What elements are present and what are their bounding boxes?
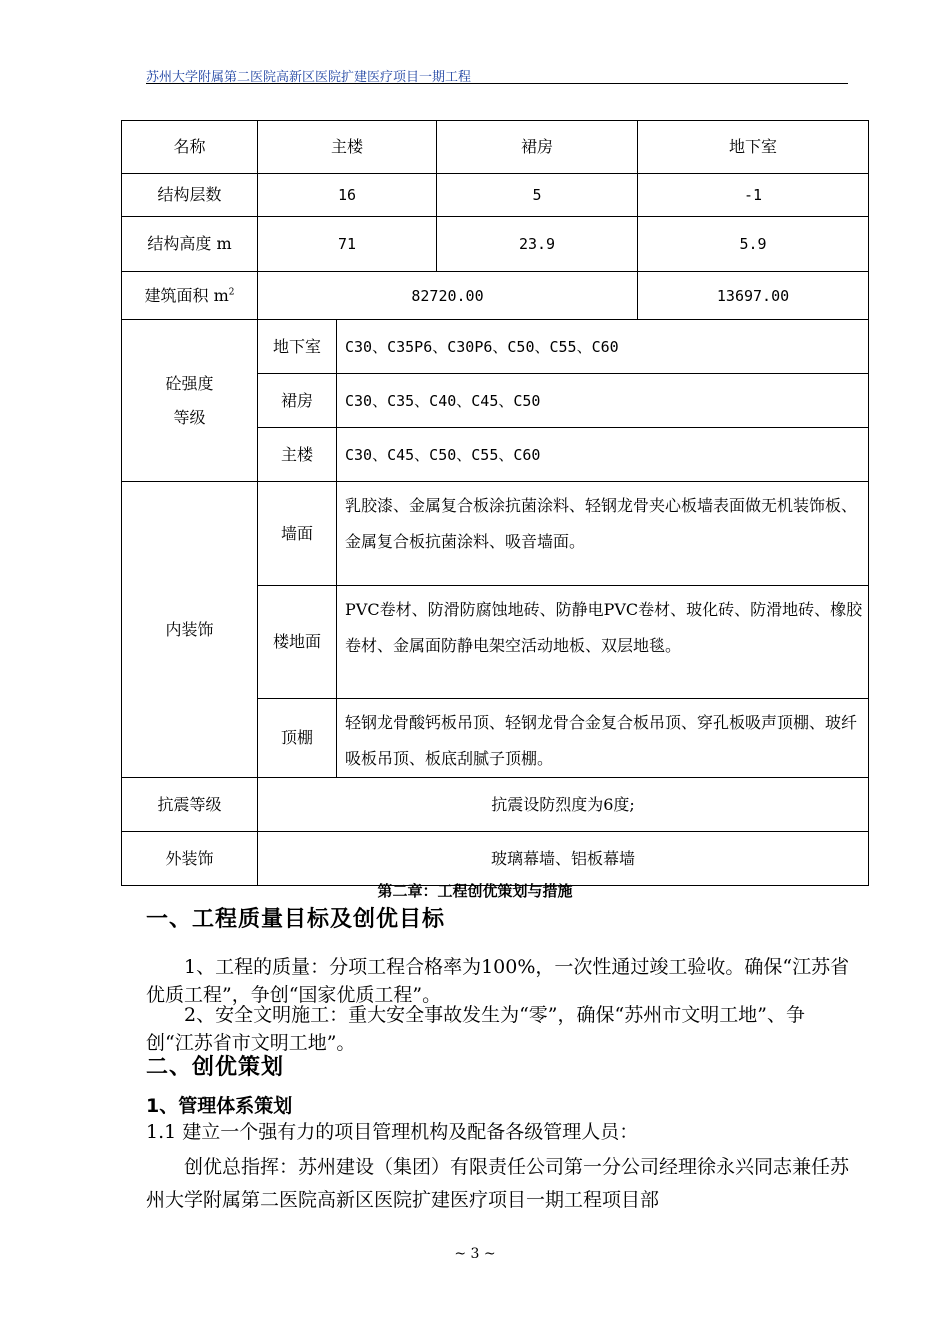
paragraph: 1、工程的质量：分项工程合格率为100%，一次性通过竣工验收。确保“江苏省优质工程”，争创“国家优质工程”。 [146,956,850,1006]
sub-label: 裙房 [258,374,337,428]
cell-value: 71 [258,217,437,272]
row-label [122,320,258,482]
cell-value: C30、C35、C40、C45、C50 [337,374,869,428]
cell-value: 玻璃幕墙、铝板幕墙 [258,832,869,886]
table-row [122,121,869,174]
running-header: 苏州大学附属第二医院高新区医院扩建医疗项目一期工程 [146,70,472,85]
cell-value: C30、C45、C50、C55、C60 [337,428,869,482]
project-spec-table [121,120,869,886]
section-heading: 一、工程质量目标及创优目标 [146,907,446,932]
table-row [122,778,869,832]
row-label: 结构层数 [122,174,258,217]
header-rule [146,83,848,84]
row-label [122,272,258,320]
sub-label: 顶棚 [258,699,337,778]
table-row [122,832,869,886]
row-label: 结构高度 m [122,217,258,272]
row-label-line: 等级 [173,407,206,427]
cell-value: 82720.00 [258,272,638,320]
cell-value: 5.9 [638,217,869,272]
col-header-name: 名称 [122,121,258,174]
row-label-line: 砼强度 [165,373,214,393]
col-header-podium: 裙房 [437,121,638,174]
row-label: 抗震等级 [122,778,258,832]
table-row [122,272,869,320]
paragraph: 创优总指挥：苏州建设（集团）有限责任公司第一分公司经理徐永兴同志兼任苏州大学附属第二医院高新区医院扩建医疗项目一期工程项目部 [146,1156,850,1211]
col-header-basement: 地下室 [638,121,869,174]
cell-value: -1 [638,174,869,217]
cell-value: 13697.00 [638,272,869,320]
cell-value: 16 [258,174,437,217]
paragraph: 1.1 建立一个强有力的项目管理机构及配备各级管理人员： [146,1121,639,1143]
row-label: 内装饰 [122,482,258,778]
cell-value: 5 [437,174,638,217]
table-row [122,174,869,217]
cell-value: 乳胶漆、金属复合板涂抗菌涂料、轻钢龙骨夹心板墙表面做无机装饰板、金属复合板抗菌涂料、吸音墙面。 [337,482,869,586]
section-heading: 二、创优策划 [146,1055,285,1080]
sub-label: 墙面 [258,482,337,586]
area-label-sup: 2 [228,287,235,298]
col-header-main: 主楼 [258,121,437,174]
cell-value: 轻钢龙骨酸钙板吊顶、轻钢龙骨合金复合板吊顶、穿孔板吸声顶棚、玻纤吸板吊顶、板底刮腻子顶棚。 [337,699,869,778]
table-row [122,320,869,374]
page-number: ~ 3 ~ [454,1246,496,1262]
cell-value: C30、C35P6、C30P6、C50、C55、C60 [337,320,869,374]
table-row [122,217,869,272]
sub-label: 主楼 [258,428,337,482]
subsection-heading: 1、管理体系策划 [146,1095,293,1117]
sub-label: 地下室 [258,320,337,374]
sub-label: 楼地面 [258,586,337,699]
cell-value: 23.9 [437,217,638,272]
paragraph: 2、安全文明施工：重大安全事故发生为“零”，确保“苏州市文明工地”、争创“江苏省市文明工地”。 [146,1004,805,1054]
cell-value: PVC卷材、防滑防腐蚀地砖、防静电PVC卷材、玻化砖、防滑地砖、橡胶卷材、金属面防静电架空活动地板、双层地毯。 [337,586,869,699]
cell-value: 抗震设防烈度为6度; [258,778,869,832]
area-label-text: 建筑面积 m [144,285,229,305]
table-row [122,482,869,586]
row-label: 外装饰 [122,832,258,886]
chapter-title: 第二章：工程创优策划与措施 [377,882,573,900]
